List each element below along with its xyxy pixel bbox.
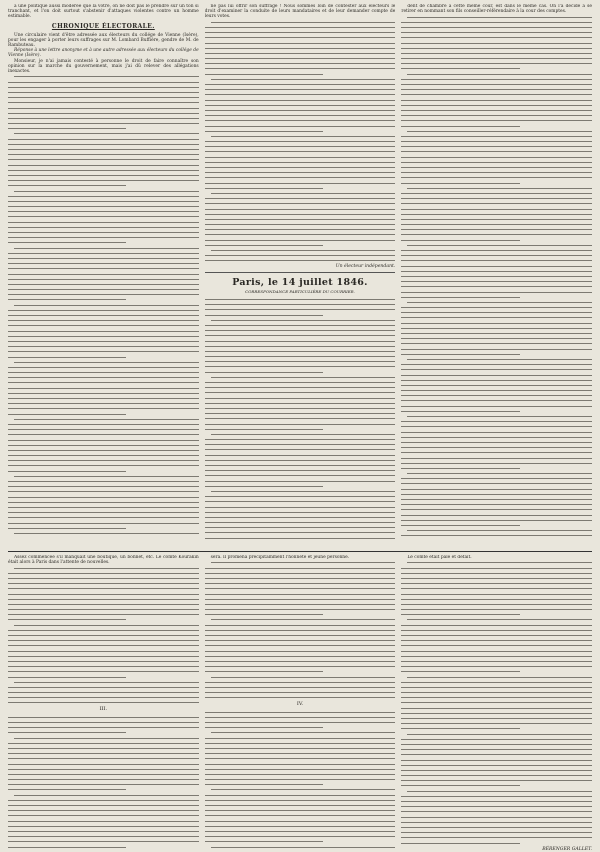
text-line (205, 695, 396, 700)
column-left (8, 4, 199, 546)
signature: Un électeur indépendant. (335, 264, 396, 270)
top-columns (8, 4, 592, 546)
bottom-columns (8, 555, 592, 852)
text-lines (205, 297, 396, 541)
feuilleton-paragraph: sera. Il promena précipitamment l'honnête et jeune personne. (210, 555, 350, 560)
text-line (205, 844, 396, 849)
text-lines (205, 20, 396, 264)
text-lines (401, 560, 592, 845)
chapter-number: IV. (296, 701, 304, 708)
quote-paragraph: Une circulaire vient d'être adressée aux électeurs du collége de Vienne (Isère), pour les engager à porter leurs suffrages sur M. Lombard Buffière, gendre de M. de Rambuteau. (8, 32, 199, 49)
text-lines (8, 715, 199, 852)
feuilleton-divider (8, 551, 592, 552)
body-paragraph: ne pas lui offrir son suffrage ! Nous sommes loin de contester aux électeurs le droit d'examiner la conduite de leurs mandataires et de leur demander compte de leurs votes. (204, 4, 396, 20)
text-lines (205, 560, 396, 700)
text-line (205, 258, 396, 263)
column-middle (205, 4, 396, 546)
subline: CORRESPONDANCE PARTICULIÈRE DU COURRIER. (245, 288, 355, 294)
text-lines (8, 565, 199, 705)
text-lines (401, 14, 592, 538)
text-lines (205, 709, 396, 849)
divider (205, 272, 396, 273)
body-paragraph: Monsieur, je n'ai jamais contesté à personne le droit de faire connaître son opinion sur la marche du gouvernement, mais j'ai dû relever des allégations inexactes. (8, 58, 199, 75)
text-line (205, 535, 396, 540)
dateline: Paris, le 14 juillet 1846. (232, 276, 368, 288)
intro-paragraph: à une politique aussi modérée que la vôtre, on ne doit pas le prendre sur un ton si tranchant, et l'on doit surtout s'abstenir d'attaques violentes contre un homme estimable. (8, 4, 199, 20)
signature: BÉRENGER GALLET. (542, 846, 592, 852)
text-lines (8, 74, 199, 536)
section-title: CHRONIQUE ÉLECTORALE. (51, 22, 155, 30)
reply-paragraph: Réponse à une lettre anonyme et à une autre adressée aux électeurs du collége de Vienne (Isère). (8, 48, 199, 59)
column-right (401, 4, 592, 546)
text-line (401, 840, 592, 845)
feuilleton-paragraph: Assez commencée s'il manquait une boutique, un bonnet, etc. Le comte Kourakin était alors à Paris dans l'attente de nouvelles. (8, 555, 199, 566)
feuilleton-right (401, 555, 592, 852)
feuilleton-middle (205, 555, 396, 852)
chapter-number: III. (99, 706, 108, 713)
feuilleton-left (8, 555, 199, 852)
body-paragraph: dent de chambre à cette même cour, est dans le même cas. On l'a décidé à se retirer en nommant son fils conseiller-référendaire à la cour des comptes. (401, 4, 592, 15)
text-line (401, 533, 592, 538)
text-line (8, 531, 199, 536)
text-line (8, 700, 199, 705)
feuilleton-paragraph: Le comte était pâle et défait. (407, 555, 472, 560)
